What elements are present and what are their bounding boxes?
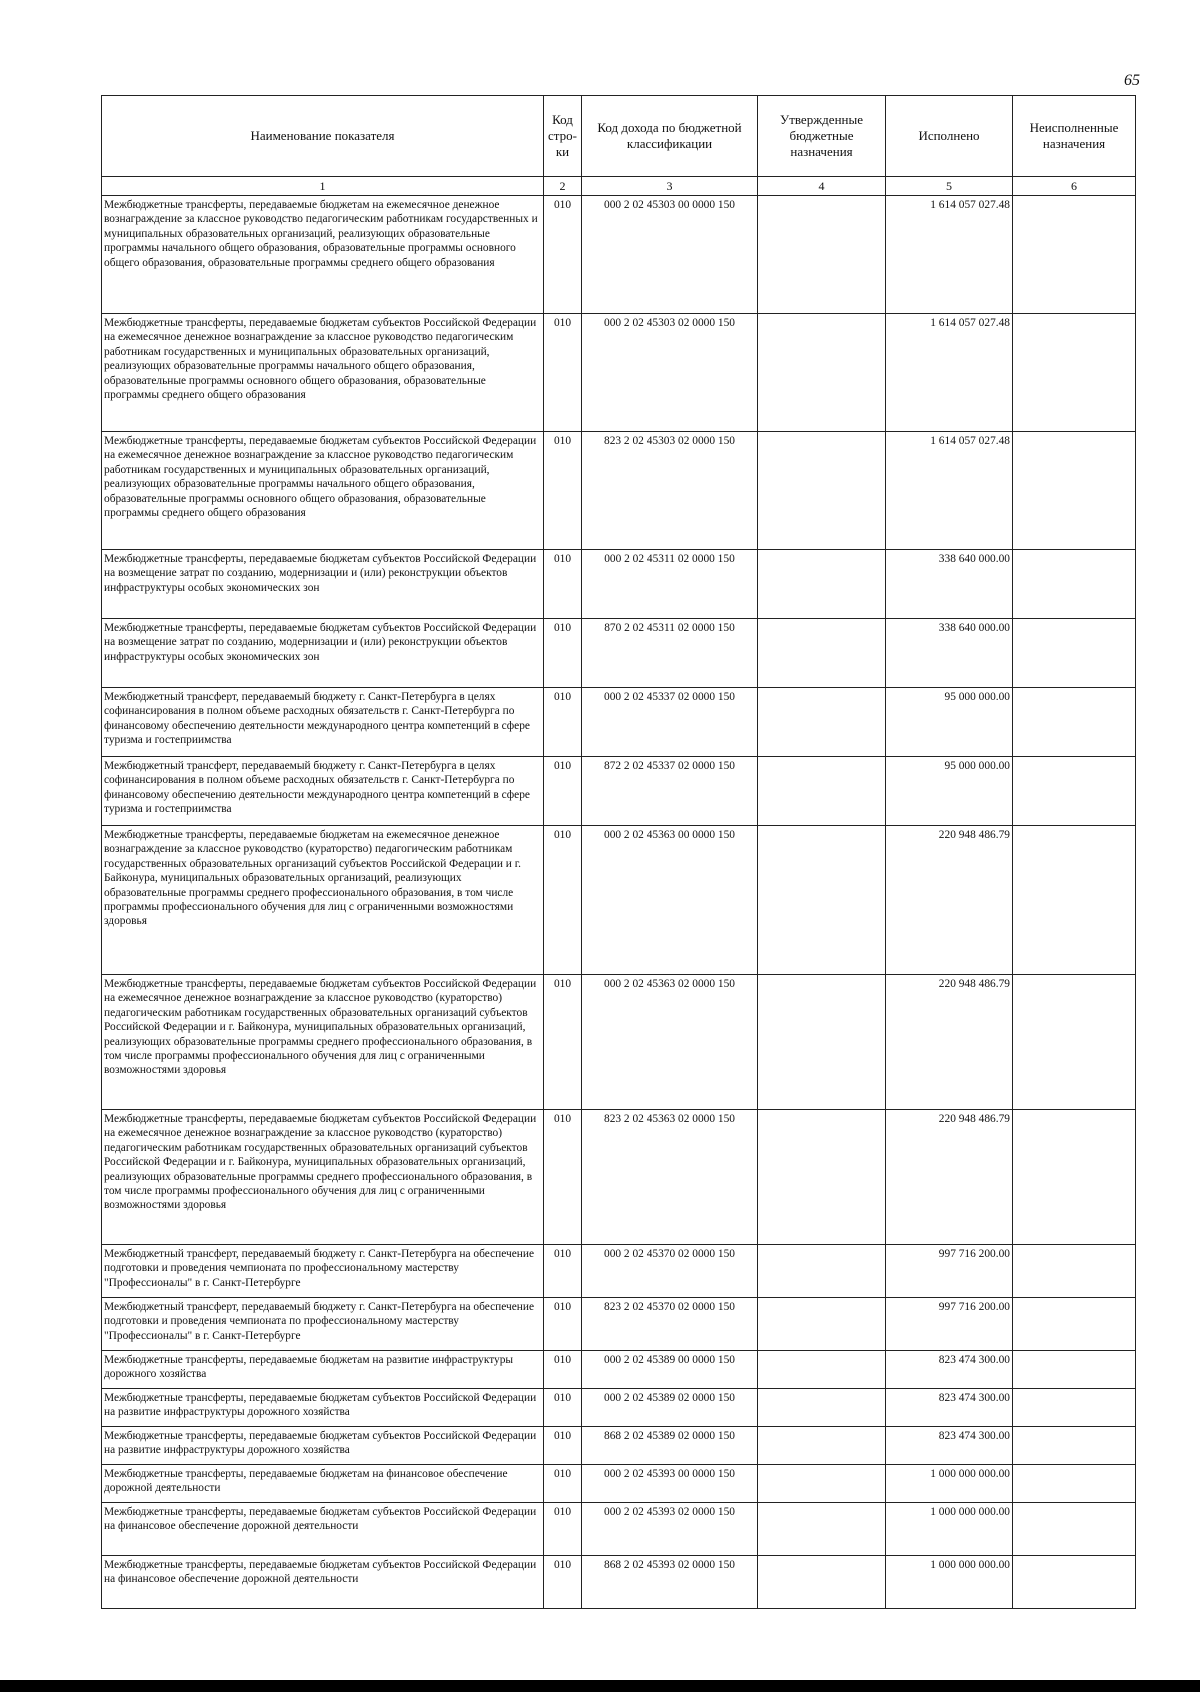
header-row bbox=[102, 96, 1136, 177]
indicator-name-cell: Межбюджетные трансферты, передаваемые бюджетам субъектов Российской Федерации на ежемесячное денежное вознаграждение за классное руководство (кураторство) педагогическим работникам государственных образовательных организаций субъектов Российской Федерации и г. Байконура, муниципальных образовательных организаций, реализующих образовательные программы среднего профессионального образования, в том числе программы профессионального обучения для лиц с ограниченными возможностями здоровья bbox=[102, 975, 544, 1110]
header-executed: Исполнено bbox=[886, 96, 1013, 177]
executed-cell: 220 948 486.79 bbox=[886, 826, 1013, 975]
executed-cell: 1 614 057 027.48 bbox=[886, 196, 1013, 314]
income-code-cell: 000 2 02 45363 00 0000 150 bbox=[582, 826, 758, 975]
executed-cell: 220 948 486.79 bbox=[886, 975, 1013, 1110]
line-code-cell: 010 bbox=[544, 1465, 582, 1503]
approved-cell bbox=[758, 550, 886, 619]
income-code-cell: 000 2 02 45363 02 0000 150 bbox=[582, 975, 758, 1110]
table-row bbox=[102, 1110, 1136, 1245]
executed-cell: 1 000 000 000.00 bbox=[886, 1556, 1013, 1609]
unexecuted-cell bbox=[1013, 314, 1136, 432]
executed-cell: 95 000 000.00 bbox=[886, 757, 1013, 826]
unexecuted-cell bbox=[1013, 1110, 1136, 1245]
indicator-name-cell: Межбюджетные трансферты, передаваемые бюджетам субъектов Российской Федерации на ежемесячное денежное вознаграждение за классное руководство педагогическим работникам государственных и муниципальных образовательных организаций, реализующих образовательные программы начального общего образования, образовательные программы основного общего образования, образовательные программы среднего общего образования bbox=[102, 314, 544, 432]
unexecuted-cell bbox=[1013, 1389, 1136, 1427]
line-code-cell: 010 bbox=[544, 432, 582, 550]
approved-cell bbox=[758, 688, 886, 757]
income-code-cell: 000 2 02 45337 02 0000 150 bbox=[582, 688, 758, 757]
approved-cell bbox=[758, 1351, 886, 1389]
table-row bbox=[102, 432, 1136, 550]
executed-cell: 997 716 200.00 bbox=[886, 1245, 1013, 1298]
approved-cell bbox=[758, 196, 886, 314]
header-income-code: Код дохода по бюджетной классификации bbox=[582, 96, 758, 177]
column-number: 4 bbox=[758, 177, 886, 196]
unexecuted-cell bbox=[1013, 1298, 1136, 1351]
indicator-name-cell: Межбюджетные трансферты, передаваемые бюджетам на финансовое обеспечение дорожной деятельности bbox=[102, 1465, 544, 1503]
approved-cell bbox=[758, 1298, 886, 1351]
line-code-cell: 010 bbox=[544, 1503, 582, 1556]
line-code-cell: 010 bbox=[544, 314, 582, 432]
approved-cell bbox=[758, 1556, 886, 1609]
income-code-cell: 000 2 02 45303 00 0000 150 bbox=[582, 196, 758, 314]
indicator-name-cell: Межбюджетный трансферт, передаваемый бюджету г. Санкт-Петербурга в целях софинансирования в полном объеме расходных обязательств г. Санкт-Петербурга по финансовому обеспечению деятельности международного центра компетенций в сфере туризма и гостеприимства bbox=[102, 757, 544, 826]
executed-cell: 1 000 000 000.00 bbox=[886, 1503, 1013, 1556]
table-row bbox=[102, 688, 1136, 757]
indicator-name-cell: Межбюджетные трансферты, передаваемые бюджетам субъектов Российской Федерации на возмещение затрат по созданию, модернизации и (или) реконструкции объектов инфраструктуры особых экономических зон bbox=[102, 550, 544, 619]
column-number: 3 bbox=[582, 177, 758, 196]
line-code-cell: 010 bbox=[544, 688, 582, 757]
unexecuted-cell bbox=[1013, 432, 1136, 550]
table-row bbox=[102, 196, 1136, 314]
unexecuted-cell bbox=[1013, 619, 1136, 688]
line-code-cell: 010 bbox=[544, 1427, 582, 1465]
line-code-cell: 010 bbox=[544, 1556, 582, 1609]
unexecuted-cell bbox=[1013, 975, 1136, 1110]
approved-cell bbox=[758, 1427, 886, 1465]
table-row bbox=[102, 1503, 1136, 1556]
approved-cell bbox=[758, 1465, 886, 1503]
unexecuted-cell bbox=[1013, 688, 1136, 757]
approved-cell bbox=[758, 1389, 886, 1427]
line-code-cell: 010 bbox=[544, 975, 582, 1110]
income-code-cell: 823 2 02 45303 02 0000 150 bbox=[582, 432, 758, 550]
line-code-cell: 010 bbox=[544, 1245, 582, 1298]
unexecuted-cell bbox=[1013, 1427, 1136, 1465]
executed-cell: 1 000 000 000.00 bbox=[886, 1465, 1013, 1503]
approved-cell bbox=[758, 619, 886, 688]
income-code-cell: 000 2 02 45370 02 0000 150 bbox=[582, 1245, 758, 1298]
column-number: 2 bbox=[544, 177, 582, 196]
indicator-name-cell: Межбюджетные трансферты, передаваемые бюджетам субъектов Российской Федерации на развитие инфраструктуры дорожного хозяйства bbox=[102, 1389, 544, 1427]
line-code-cell: 010 bbox=[544, 1110, 582, 1245]
line-code-cell: 010 bbox=[544, 1389, 582, 1427]
executed-cell: 823 474 300.00 bbox=[886, 1351, 1013, 1389]
unexecuted-cell bbox=[1013, 1351, 1136, 1389]
line-code-cell: 010 bbox=[544, 550, 582, 619]
page-number: 65 bbox=[1124, 72, 1140, 89]
table-row bbox=[102, 1427, 1136, 1465]
indicator-name-cell: Межбюджетные трансферты, передаваемые бюджетам субъектов Российской Федерации на финансовое обеспечение дорожной деятельности bbox=[102, 1503, 544, 1556]
indicator-name-cell: Межбюджетный трансферт, передаваемый бюджету г. Санкт-Петербурга на обеспечение подготовки и проведения чемпионата по профессиональному мастерству "Профессионалы" в г. Санкт-Петербурге bbox=[102, 1298, 544, 1351]
table-row bbox=[102, 619, 1136, 688]
line-code-cell: 010 bbox=[544, 757, 582, 826]
unexecuted-cell bbox=[1013, 826, 1136, 975]
income-code-cell: 000 2 02 45393 00 0000 150 bbox=[582, 1465, 758, 1503]
indicator-name-cell: Межбюджетные трансферты, передаваемые бюджетам субъектов Российской Федерации на ежемесячное денежное вознаграждение за классное руководство педагогическим работникам государственных и муниципальных образовательных организаций, реализующих образовательные программы начального общего образования, образовательные программы основного общего образования, образовательные программы среднего общего образования bbox=[102, 432, 544, 550]
table-row bbox=[102, 757, 1136, 826]
approved-cell bbox=[758, 1245, 886, 1298]
unexecuted-cell bbox=[1013, 1465, 1136, 1503]
budget-execution-table bbox=[101, 95, 1136, 1609]
indicator-name-cell: Межбюджетные трансферты, передаваемые бюджетам на развитие инфраструктуры дорожного хозяйства bbox=[102, 1351, 544, 1389]
approved-cell bbox=[758, 1110, 886, 1245]
income-code-cell: 868 2 02 45389 02 0000 150 bbox=[582, 1427, 758, 1465]
income-code-cell: 823 2 02 45363 02 0000 150 bbox=[582, 1110, 758, 1245]
column-number: 1 bbox=[102, 177, 544, 196]
executed-cell: 95 000 000.00 bbox=[886, 688, 1013, 757]
income-code-cell: 823 2 02 45370 02 0000 150 bbox=[582, 1298, 758, 1351]
executed-cell: 338 640 000.00 bbox=[886, 550, 1013, 619]
column-number: 6 bbox=[1013, 177, 1136, 196]
income-code-cell: 000 2 02 45393 02 0000 150 bbox=[582, 1503, 758, 1556]
table-row bbox=[102, 1556, 1136, 1609]
table-body bbox=[102, 196, 1136, 1609]
executed-cell: 338 640 000.00 bbox=[886, 619, 1013, 688]
income-code-cell: 000 2 02 45311 02 0000 150 bbox=[582, 550, 758, 619]
unexecuted-cell bbox=[1013, 196, 1136, 314]
indicator-name-cell: Межбюджетные трансферты, передаваемые бюджетам субъектов Российской Федерации на развитие инфраструктуры дорожного хозяйства bbox=[102, 1427, 544, 1465]
income-code-cell: 872 2 02 45337 02 0000 150 bbox=[582, 757, 758, 826]
header-unexecuted: Неисполненные назначения bbox=[1013, 96, 1136, 177]
unexecuted-cell bbox=[1013, 550, 1136, 619]
indicator-name-cell: Межбюджетные трансферты, передаваемые бюджетам субъектов Российской Федерации на финансовое обеспечение дорожной деятельности bbox=[102, 1556, 544, 1609]
indicator-name-cell: Межбюджетные трансферты, передаваемые бюджетам субъектов Российской Федерации на ежемесячное денежное вознаграждение за классное руководство (кураторство) педагогическим работникам государственных образовательных организаций субъектов Российской Федерации и г. Байконура, муниципальных образовательных организаций, реализующих образовательные программы среднего профессионального образования, в том числе программы профессионального обучения для лиц с ограниченными возможностями здоровья bbox=[102, 1110, 544, 1245]
column-number: 5 bbox=[886, 177, 1013, 196]
executed-cell: 823 474 300.00 bbox=[886, 1427, 1013, 1465]
income-code-cell: 868 2 02 45393 02 0000 150 bbox=[582, 1556, 758, 1609]
column-number-row bbox=[102, 177, 1136, 196]
income-code-cell: 000 2 02 45389 00 0000 150 bbox=[582, 1351, 758, 1389]
indicator-name-cell: Межбюджетные трансферты, передаваемые бюджетам на ежемесячное денежное вознаграждение за классное руководство (кураторство) педагогическим работникам государственных образовательных организаций субъектов Российской Федерации и г. Байконура, муниципальных образовательных организаций, реализующих образовательные программы среднего профессионального образования, в том числе программы профессионального обучения для лиц с ограниченными возможностями здоровья bbox=[102, 826, 544, 975]
table-row bbox=[102, 550, 1136, 619]
table-row bbox=[102, 1389, 1136, 1427]
table-row bbox=[102, 975, 1136, 1110]
header-indicator-name: Наименование показателя bbox=[102, 96, 544, 177]
line-code-cell: 010 bbox=[544, 1298, 582, 1351]
line-code-cell: 010 bbox=[544, 1351, 582, 1389]
income-code-cell: 870 2 02 45311 02 0000 150 bbox=[582, 619, 758, 688]
indicator-name-cell: Межбюджетные трансферты, передаваемые бюджетам на ежемесячное денежное вознаграждение за классное руководство педагогическим работникам государственных и муниципальных образовательных организаций, реализующих образовательные программы начального общего образования, образовательные программы основного общего образования, образовательные программы среднего общего образования bbox=[102, 196, 544, 314]
table-row bbox=[102, 1351, 1136, 1389]
table-row bbox=[102, 1298, 1136, 1351]
unexecuted-cell bbox=[1013, 1556, 1136, 1609]
unexecuted-cell bbox=[1013, 1245, 1136, 1298]
approved-cell bbox=[758, 757, 886, 826]
executed-cell: 1 614 057 027.48 bbox=[886, 432, 1013, 550]
unexecuted-cell bbox=[1013, 1503, 1136, 1556]
approved-cell bbox=[758, 975, 886, 1110]
line-code-cell: 010 bbox=[544, 196, 582, 314]
income-code-cell: 000 2 02 45389 02 0000 150 bbox=[582, 1389, 758, 1427]
scan-bottom-border bbox=[0, 1680, 1200, 1692]
executed-cell: 997 716 200.00 bbox=[886, 1298, 1013, 1351]
line-code-cell: 010 bbox=[544, 826, 582, 975]
executed-cell: 220 948 486.79 bbox=[886, 1110, 1013, 1245]
table-row bbox=[102, 826, 1136, 975]
table-row bbox=[102, 314, 1136, 432]
indicator-name-cell: Межбюджетные трансферты, передаваемые бюджетам субъектов Российской Федерации на возмещение затрат по созданию, модернизации и (или) реконструкции объектов инфраструктуры особых экономических зон bbox=[102, 619, 544, 688]
indicator-name-cell: Межбюджетный трансферт, передаваемый бюджету г. Санкт-Петербурга на обеспечение подготовки и проведения чемпионата по профессиональному мастерству "Профессионалы" в г. Санкт-Петербурге bbox=[102, 1245, 544, 1298]
table-row bbox=[102, 1245, 1136, 1298]
executed-cell: 1 614 057 027.48 bbox=[886, 314, 1013, 432]
indicator-name-cell: Межбюджетный трансферт, передаваемый бюджету г. Санкт-Петербурга в целях софинансирования в полном объеме расходных обязательств г. Санкт-Петербурга по финансовому обеспечению деятельности международного центра компетенций в сфере туризма и гостеприимства bbox=[102, 688, 544, 757]
unexecuted-cell bbox=[1013, 757, 1136, 826]
header-approved: Утвержденные бюджетные назначения bbox=[758, 96, 886, 177]
approved-cell bbox=[758, 1503, 886, 1556]
approved-cell bbox=[758, 826, 886, 975]
header-line-code: Код стро-ки bbox=[544, 96, 582, 177]
income-code-cell: 000 2 02 45303 02 0000 150 bbox=[582, 314, 758, 432]
approved-cell bbox=[758, 314, 886, 432]
approved-cell bbox=[758, 432, 886, 550]
table-row bbox=[102, 1465, 1136, 1503]
line-code-cell: 010 bbox=[544, 619, 582, 688]
executed-cell: 823 474 300.00 bbox=[886, 1389, 1013, 1427]
